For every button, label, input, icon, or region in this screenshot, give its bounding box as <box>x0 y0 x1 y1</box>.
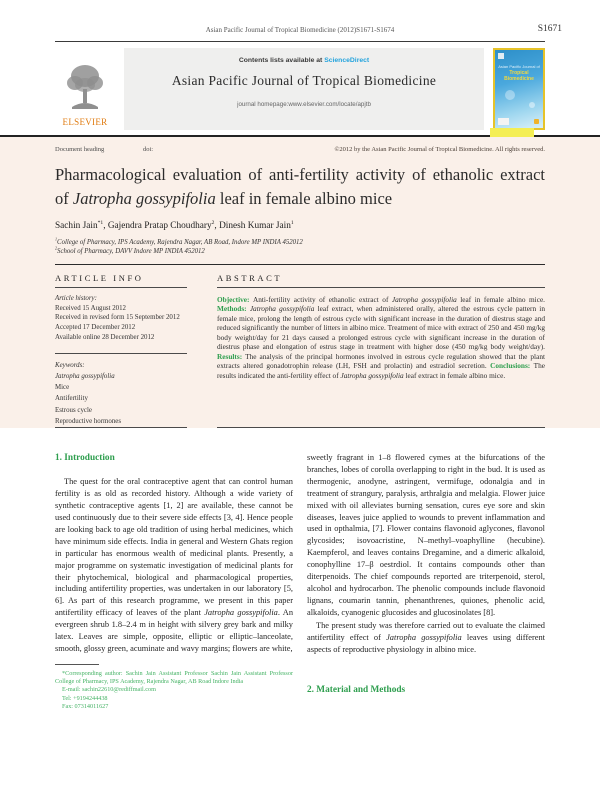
article-info-heading: ARTICLE INFO <box>55 265 187 288</box>
header-rule <box>55 41 545 42</box>
masthead-band <box>0 135 600 428</box>
highlight-mark <box>490 128 534 137</box>
copyright-notice: ©2012 by the Asian Pacific Journal of Tropical Biomedicine. All rights reserved. <box>334 146 545 153</box>
contents-prefix: Contents lists available at <box>238 57 325 64</box>
journal-banner <box>55 48 545 130</box>
abstract-text: Objective: Anti-fertility activity of ethanolic extract of Jatropha gossypifolia leaf in female albino mice. Methods: Jatropha gossypifolia leaf extract, when administered orally, altered the estrous cycle pattern in female mice, prolong the length of estrous cycle with significant increase in the duration of diestrus stage and reduced significantly the number of litters in albino mice. Treatment of mice with extract of 250 and 450 mg/kg body weight/day for 21 days caused a prolonged estrous cycle with significant increase in the duration of diestrus phase and elongation of estrus stage in treatment with higher dose (450 mg/kg body weight/day). Results: The analysis of the principal hormones involved in estrous cycle regulation showed that the plant extracts altered gonadotrophin release (LH, FSH and prolactin) and estradiol secretion. Conclusions: The results indicated the anti-fertility effect of Jatropha gossypifolia leaf extract in female albino mice. <box>217 294 546 380</box>
body-paragraph-continued: sweetly fragrant in 1–8 flowered cymes at the bifurcations of the branches, lobes of corolla overlapping to right in the bud. It is used as thermogenic, anodyne, astringent, vermifuge, odonalgia and in treatment of strangury, paralysis, arthralgia and melalgia. Flower juice mixed with oil alleviates burning sensation, cures eye sore and skin diseases, leaves juice applied to wounds to prevent inflammation and used in opthalmia, [7]. Flower contains flavonoid aglycones, flavonol glycosides; isovoacristine, N–methyl–voaphylline (hecubine). Kaempferol, and leaves contains Dregamine, and a dimeric alkaloid, conophylline 17–β oestrdiol. It contains compounds other than diterpenoids. The chief compounds reported are triterpenoid, sterol, alcohol and hydrocarbon. The phenolic compounds include flavonoid lignans, coumarin tannin, phenanthrenes, quiones, phenolic acid, alkaloids, cyanogenic glucosides and glucosinolates [8]. <box>307 452 545 617</box>
document-heading-row <box>55 137 545 153</box>
article-body <box>0 428 600 711</box>
banner-journal-title: Asian Pacific Journal of Tropical Biomedicine <box>171 73 437 88</box>
history-item: Received in revised form 15 September 2012 <box>55 314 180 322</box>
methods-heading: 2. Material and Methods <box>307 684 406 695</box>
footnote-contact-line: Fax: 07314011627 <box>62 702 109 710</box>
cover-title-line1: Asian Pacific Journal of <box>498 64 540 69</box>
affiliations <box>55 238 545 257</box>
article-info-column <box>55 265 187 428</box>
cover-barcode <box>498 118 509 125</box>
introduction-paragraph: The quest for the oral contraceptive agent that can control human fertility is as old as recorded history. Although a wide variety of synthetic contraceptive agents [1, 2] are available, these cannot be used continuously due to their severe side effects [3, 4]. Hence people are looking back to age old tradition of using herbal medicines, which have minimum side effects. India in general and Western Ghats region in particular has enormous wealth of medicinal plants. Presently, a major programme on systematic investigation of medicinal plants for their phytochemical, biological and pharmacological properties, including antifertility properties, was undertaken in our laboratory [5, 6]. As part of this research programme, we present in this paper antifertility efficacy of leaves of the plant Jatropha gossypifolia. An evergreen shrub 1.8–2.4 m in height with silvery grey bark and milky latex. Leaves are simple, opposite, elliptic or elliptic–lanceolate, smooth, glossy green, acuminate and wavy margins; flowers are white, <box>55 477 294 654</box>
banner-center <box>124 48 484 130</box>
document-heading-label: Document heading <box>55 146 105 153</box>
keywords-list <box>55 371 187 427</box>
running-head <box>0 0 600 34</box>
author-list: Sachin Jain$^{*1}$, Gajendra Pratap Choudhary$^2$, Dinesh Kumar Jain$^1$ <box>55 219 294 231</box>
keyword-item: Mice <box>55 384 70 392</box>
article-history-label: Article history: <box>55 294 97 302</box>
keyword-item: Antifertility <box>55 395 88 403</box>
body-column-right <box>307 452 545 711</box>
running-head-citation: Asian Pacific Journal of Tropical Biomedicine (2012)S1671-S1674 <box>205 26 395 34</box>
article-history <box>55 294 187 343</box>
cover-bubble <box>505 90 515 100</box>
journal-homepage-link[interactable]: journal homepage:www.elsevier.com/locate/apjtb <box>237 101 371 108</box>
abstract-column <box>217 265 545 428</box>
cover-bubble <box>529 102 535 108</box>
footnote-block <box>55 664 293 711</box>
keywords-block <box>55 360 187 427</box>
elsevier-logo <box>55 48 115 130</box>
doi-label: doi: <box>143 146 154 153</box>
sciencedirect-link[interactable]: ScienceDirect <box>324 57 370 64</box>
elsevier-wordmark: ELSEVIER <box>62 117 108 127</box>
corresponding-author-note: *Corresponding author: Sachin Jain Assistant Professor Sachin Jain Assistant Professor College of Pharmacy, IPS Academy, Rajendra Nagar, AB Road Indore India <box>55 669 293 686</box>
history-item: Available online 28 December 2012 <box>55 334 155 342</box>
footnote-contact-lines <box>55 686 293 711</box>
abstract-bottom-rule <box>217 390 545 428</box>
affiliation-1: $^1$College of Pharmacy, IPS Academy, Rajendra Nagar, AB Road, Indore MP INDIA 452012 <box>55 236 303 246</box>
article-title <box>55 163 545 212</box>
keyword-item: Reproductive hormones <box>55 417 122 425</box>
journal-cover-thumbnail <box>493 48 545 130</box>
footnote-rule <box>55 664 99 665</box>
info-abstract-section <box>55 264 545 428</box>
cover-dot <box>534 119 539 124</box>
cover-title-line2: Tropical Biomedicine <box>504 70 534 82</box>
body-column-left <box>55 452 293 711</box>
elsevier-tree-icon <box>64 63 106 116</box>
footnote-contact-line: Tel: +9194244438 <box>62 694 108 702</box>
article-history-list <box>55 304 187 343</box>
introduction-heading: 1. Introduction <box>55 452 115 463</box>
keywords-label: Keywords: <box>55 361 85 369</box>
keyword-item: Estrous cycle <box>55 406 92 414</box>
study-aim-paragraph: The present study was therefore carried out to evaluate the claimed antifertility effect of Jatropha gossypifolia leaves using different aspects of reproductive physiology in albino mice. <box>307 620 545 654</box>
history-item: Accepted 17 December 2012 <box>55 324 136 332</box>
info-bottom-rule <box>55 427 187 428</box>
footnote-contact-line: E-mail: sachin22610@rediffmail.com <box>62 686 156 694</box>
page-number: S1671 <box>537 24 562 34</box>
history-item: Received 15 August 2012 <box>55 304 127 312</box>
info-divider-rule <box>55 353 187 354</box>
contents-line <box>124 57 484 64</box>
cover-logo-chip <box>498 53 504 59</box>
abstract-heading: ABSTRACT <box>217 265 545 288</box>
article-title-line1: Pharmacological evaluation of anti-fertility activity of ethanolic extract <box>55 165 545 184</box>
affiliation-2: $^2$School of Pharmacy, DAVV Indore MP INDIA 452012 <box>55 246 205 256</box>
keyword-item: Jatropha gossypifolia <box>55 373 115 381</box>
article-title-line2: of Jatropha gossypifolia leaf in female albino mice <box>55 189 393 209</box>
